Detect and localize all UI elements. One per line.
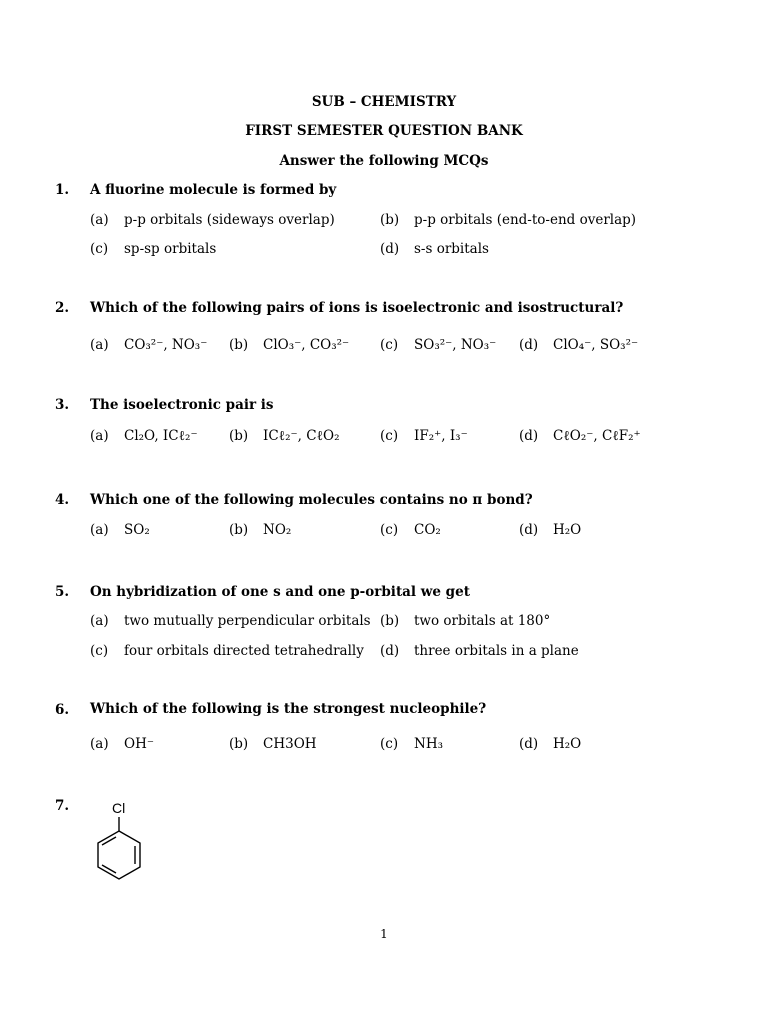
option-label: (d) (519, 736, 539, 752)
question-text: Which of the following is the strongest nucleophile? (90, 701, 487, 717)
option-c (380, 522, 441, 538)
question-text: The isoelectronic pair is (90, 397, 274, 413)
option-label: (a) (90, 428, 109, 444)
option-text: CO₂ (414, 522, 441, 538)
question-number: 2. (55, 300, 70, 316)
option-text: p-p orbitals (sideways overlap) (124, 212, 335, 228)
subject-heading: SUB – CHEMISTRY (311, 94, 457, 110)
question-text: A fluorine molecule is formed by (90, 182, 337, 198)
option-label: (c) (380, 736, 399, 752)
question-text: On hybridization of one s and one p-orbital we get (90, 584, 470, 600)
option-label: (b) (229, 522, 249, 538)
option-text: SO₂ (124, 522, 150, 538)
option-label: (d) (380, 643, 400, 659)
option-label: (a) (90, 522, 109, 538)
option-b (380, 613, 550, 629)
option-label: (c) (90, 241, 109, 257)
option-label: (d) (519, 428, 539, 444)
option-text: OH⁻ (124, 736, 154, 752)
question-number: 6. (55, 702, 70, 718)
question-number: 7. (55, 798, 70, 814)
option-label: (d) (519, 522, 539, 538)
option-d (380, 643, 579, 659)
option-a (90, 337, 207, 353)
option-label: (a) (90, 212, 109, 228)
option-label: (c) (380, 522, 399, 538)
option-text: ClO₄⁻, SO₃²⁻ (553, 337, 639, 353)
option-c (380, 428, 468, 444)
option-c (380, 736, 443, 752)
option-text: NO₂ (263, 522, 292, 538)
option-label: (c) (90, 643, 109, 659)
option-b (229, 337, 349, 353)
option-c (380, 337, 496, 353)
option-text: H₂O (553, 522, 582, 538)
question-number: 3. (55, 397, 70, 413)
option-a (90, 736, 154, 752)
option-label: (a) (90, 613, 109, 629)
option-label: (b) (229, 337, 249, 353)
option-label: (c) (380, 337, 399, 353)
option-a (90, 428, 198, 444)
option-text: ICℓ₂⁻, CℓO₂ (263, 428, 340, 444)
option-d (380, 241, 489, 257)
option-text: CO₃²⁻, NO₃⁻ (124, 337, 208, 353)
chlorobenzene-structure (88, 797, 150, 885)
option-d (519, 736, 581, 752)
option-label: (d) (380, 241, 400, 257)
option-a (90, 212, 335, 228)
option-a (90, 522, 150, 538)
page-number: 1 (380, 927, 388, 941)
benzene-ring (98, 831, 140, 879)
option-label: (b) (380, 613, 400, 629)
double-bond (102, 837, 116, 845)
option-d (519, 428, 641, 444)
option-text: two mutually perpendicular orbitals (124, 613, 371, 629)
option-text: p-p orbitals (end-to-end overlap) (414, 212, 637, 228)
question-number: 4. (55, 492, 70, 508)
option-d (519, 522, 581, 538)
option-label: (c) (380, 428, 399, 444)
question-number: 1. (55, 182, 70, 198)
option-d (519, 337, 638, 353)
option-text: NH₃ (414, 736, 443, 752)
question-text: Which one of the following molecules contains no π bond? (90, 492, 533, 508)
option-c (90, 643, 364, 659)
option-text: H₂O (553, 736, 582, 752)
structure-label: Cl (112, 800, 126, 816)
option-text: two orbitals at 180° (414, 613, 551, 629)
option-label: (b) (229, 428, 249, 444)
option-label: (a) (90, 736, 109, 752)
option-text: IF₂⁺, I₃⁻ (414, 428, 468, 444)
double-bond (102, 865, 116, 873)
option-text: ClO₃⁻, CO₃²⁻ (263, 337, 350, 353)
option-c (90, 241, 216, 257)
instruction-heading: Answer the following MCQs (279, 153, 489, 169)
option-text: Cl₂O, ICℓ₂⁻ (124, 428, 198, 444)
option-b (229, 736, 317, 752)
option-label: (b) (229, 736, 249, 752)
option-a (90, 613, 371, 629)
option-text: SO₃²⁻, NO₃⁻ (414, 337, 497, 353)
option-text: three orbitals in a plane (414, 643, 579, 659)
option-label: (b) (380, 212, 400, 228)
question-number: 5. (55, 584, 70, 600)
option-text: four orbitals directed tetrahedrally (124, 643, 364, 659)
option-text: sp-sp orbitals (124, 241, 217, 257)
question-text: Which of the following pairs of ions is isoelectronic and isostructural? (90, 300, 624, 316)
option-text: CℓO₂⁻, CℓF₂⁺ (553, 428, 641, 444)
option-label: (a) (90, 337, 109, 353)
option-text: CH3OH (263, 736, 317, 752)
document-title: FIRST SEMESTER QUESTION BANK (245, 123, 523, 139)
option-label: (d) (519, 337, 539, 353)
option-text: s-s orbitals (414, 241, 489, 257)
option-b (229, 428, 340, 444)
option-b (380, 212, 636, 228)
option-b (229, 522, 291, 538)
